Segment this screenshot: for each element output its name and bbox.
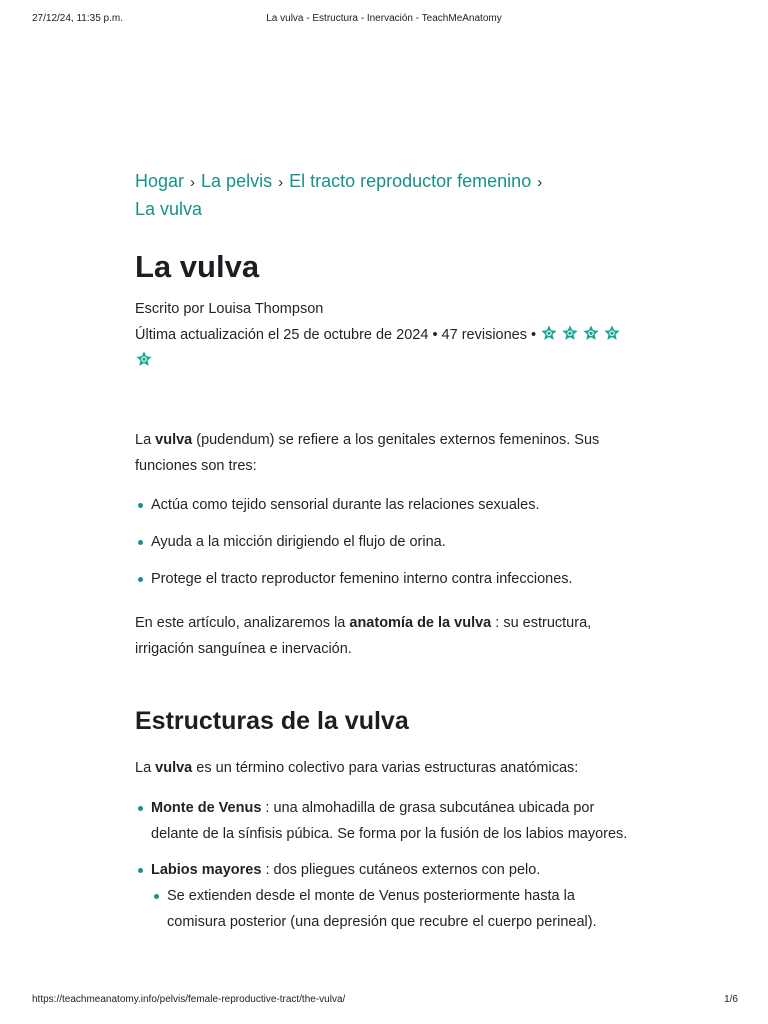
- breadcrumb-separator: ›: [537, 174, 543, 191]
- last-updated: Última actualización el 25 de octubre de 2024: [135, 327, 429, 343]
- breadcrumb-home-link[interactable]: Hogar: [135, 171, 185, 191]
- update-line: [135, 322, 635, 374]
- intro-text: La: [135, 432, 156, 448]
- breadcrumb: [135, 168, 635, 222]
- list-item: Protege el tracto reproductor femenino interno contra infecciones.: [135, 566, 635, 592]
- structure-description: : dos pliegues cutáneos externos con pelo.: [261, 862, 541, 878]
- print-page-title: La vulva - Estructura - Inervación - TeachMeAnatomy: [266, 13, 502, 24]
- analysis-text: En este artículo, analizaremos la: [135, 615, 350, 631]
- star-icon[interactable]: [561, 324, 579, 342]
- list-item-labia-majora: [135, 857, 635, 935]
- breadcrumb-separator: ›: [278, 174, 284, 191]
- term-vulva: vulva: [155, 432, 193, 448]
- star-icon[interactable]: [135, 350, 153, 368]
- page-title: La vulva: [135, 249, 260, 284]
- print-datetime: 27/12/24, 11:35 p.m.: [32, 13, 123, 24]
- intro-text: (pudendum) se refiere a los genitales externos femeninos. Sus funciones son tres:: [135, 432, 600, 474]
- list-item-mons-pubis: [135, 795, 635, 847]
- sub-list: [151, 883, 635, 935]
- revisions-count: 47 revisiones: [441, 327, 527, 343]
- collective-paragraph: [135, 755, 635, 781]
- term-labia-majora: Labios mayores: [151, 862, 262, 878]
- structures-list: [135, 795, 635, 935]
- breadcrumb-vulva-link[interactable]: La vulva: [135, 199, 203, 219]
- functions-list: [135, 492, 635, 592]
- sub-list-item: Se extienden desde el monte de Venus posteriormente hasta la comisura posterior (una depresión que recubre el cuerpo perineal).: [151, 883, 635, 935]
- term-anatomy: anatomía de la vulva: [349, 615, 492, 631]
- meta-bullet: •: [432, 327, 438, 343]
- analysis-paragraph: [135, 610, 635, 662]
- breadcrumb-pelvis-link[interactable]: La pelvis: [201, 171, 273, 191]
- collective-text: es un término colectivo para varias estructuras anatómicas:: [192, 760, 579, 776]
- section-heading: Estructuras de la vulva: [135, 707, 409, 735]
- print-footer: [0, 994, 768, 1008]
- term-mons-pubis: Monte de Venus: [151, 800, 262, 816]
- collective-text: La: [135, 760, 156, 776]
- breadcrumb-female-tract-link[interactable]: El tracto reproductor femenino: [289, 171, 532, 191]
- structure-description: : una almohadilla de grasa subcutánea ubicada por delante de la sínfisis púbica. Se forma por la fusión de los labios mayores.: [151, 800, 628, 842]
- star-icon[interactable]: [603, 324, 621, 342]
- analysis-text: : su estructura, irrigación sanguínea e inervación.: [135, 615, 592, 657]
- star-icon[interactable]: [540, 324, 558, 342]
- print-page-number: 1/6: [724, 994, 738, 1005]
- article-content: [135, 168, 635, 945]
- print-url: https://teachmeanatomy.info/pelvis/female-reproductive-tract/the-vulva/: [32, 994, 346, 1005]
- author-line: Escrito por Louisa Thompson: [135, 301, 324, 317]
- star-icon[interactable]: [582, 324, 600, 342]
- list-item: Actúa como tejido sensorial durante las relaciones sexuales.: [135, 492, 635, 518]
- breadcrumb-separator: ›: [190, 174, 196, 191]
- meta-bullet: •: [531, 327, 537, 343]
- term-vulva: vulva: [155, 760, 193, 776]
- list-item: Ayuda a la micción dirigiendo el flujo de orina.: [135, 529, 635, 555]
- intro-paragraph: [135, 427, 635, 479]
- print-header: [0, 13, 768, 27]
